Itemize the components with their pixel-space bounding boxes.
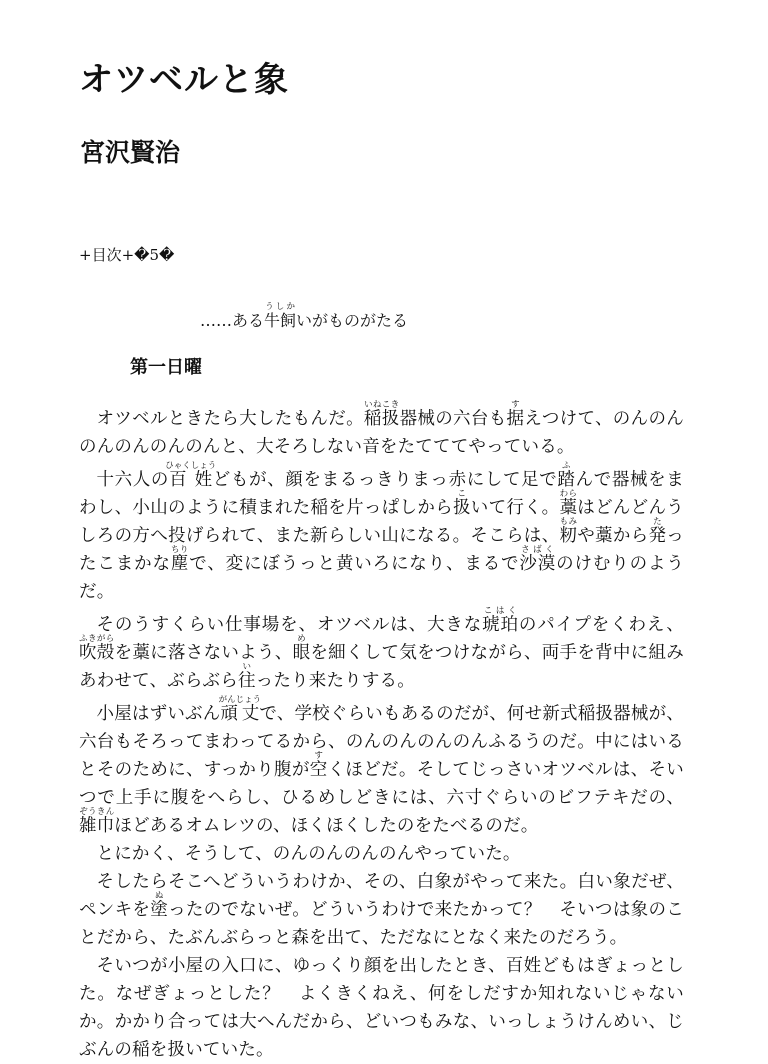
text-run: や藁から [577, 526, 649, 546]
text-run: 十六人の [96, 470, 170, 490]
ruby-annotated-word [506, 400, 525, 429]
ruby-base: 牛飼 [264, 311, 297, 330]
author-name: 宮沢賢治 [80, 138, 181, 167]
text-run: で、変にぼうっと黄いろになり、まるで [189, 554, 520, 574]
text-run: そいつが小屋の入口に、ゆっくり顔を出したとき、百姓どもはぎょっとした。なぜぎょっとした？ よくきくねえ、何をしだすか知れないじゃないか。かかり合っては大へんだから、どいつもみな、いっしょうけんめい、じぶんの稲を扱いていた。 [79, 956, 684, 1060]
chapter-heading: 第一日曜 [130, 357, 202, 378]
ruby-annotated-word [150, 891, 169, 920]
furigana-reading: ふきがら [79, 634, 115, 644]
ruby-base: 雑巾 [79, 816, 115, 836]
document-title: オツベルと象 [79, 60, 289, 100]
ruby-base: 塗 [150, 900, 169, 920]
text-run: のけむりのようだ。 [79, 554, 685, 602]
furigana-reading: こはく [482, 606, 519, 616]
paragraph [79, 840, 684, 868]
text-run: えつけて、のんのんのんのんのんのんと、大そろしない音をたてててやっている。 [79, 409, 684, 457]
ruby-base: 琥珀 [482, 615, 519, 635]
furigana-reading: ぞうきん [79, 807, 115, 817]
ruby-base: 据 [506, 409, 525, 429]
furigana-reading: た [648, 517, 667, 527]
ruby-annotated-word [165, 461, 217, 490]
text-run: とにかく、そうして、のんのんのんのんやっていた。 [96, 844, 521, 864]
ruby-base: 眼 [292, 643, 311, 663]
paragraph [79, 461, 684, 606]
furigana-reading: いねこき [363, 400, 400, 410]
text-run: ……ある [200, 311, 265, 330]
ruby-base: 頑丈 [218, 704, 262, 724]
ruby-base: 空 [309, 760, 328, 780]
ruby-annotated-word [292, 634, 311, 663]
furigana-reading: もみ [559, 517, 578, 527]
furigana-reading: ぬ [150, 891, 168, 901]
furigana-reading: さばく [519, 545, 556, 555]
ruby-base: 塵 [170, 554, 190, 574]
text-run: いて行く。 [470, 498, 560, 518]
ruby-base: 扱 [452, 498, 471, 518]
text-run: そのうすくらい仕事場を、オツベルは、大きな [96, 615, 483, 635]
text-run: のパイプをくわえ、 [518, 615, 685, 635]
furigana-reading: す [309, 751, 328, 761]
ruby-base: 籾 [559, 526, 578, 546]
furigana-reading: ふ [557, 461, 576, 471]
text-run: はどんどんうしろの方へ投げられて、また新らしい山になる。そこらは、 [79, 498, 685, 546]
text-run: で、学校ぐらいもあるのだが、何せ新式稲扱器械が、六台もそろってまわってるから、のんのんのんのんふるうのだ。中にはいるとそのために、すっかり腹が [79, 704, 684, 780]
paragraph [79, 606, 684, 695]
furigana-reading: ひゃくしょう [165, 461, 217, 471]
ruby-annotated-word [264, 302, 297, 330]
text-run: を藁に落さないよう、 [114, 643, 293, 663]
text-run: どもが、顔をまるっきりまっ赤にして足で [212, 470, 558, 490]
text-run: そしたらそこへどういうわけか、その、白象がやって来た。白い象だぜ、ペンキを [79, 872, 684, 920]
ruby-base: 発 [648, 526, 667, 546]
toc-link[interactable]: +目次+�5� [79, 246, 175, 264]
ruby-annotated-word [309, 751, 328, 780]
ruby-annotated-word [559, 489, 578, 518]
furigana-reading: め [292, 634, 311, 644]
furigana-reading: わら [559, 489, 578, 499]
ruby-base: 藁 [559, 498, 578, 518]
paragraph [79, 400, 684, 461]
ruby-annotated-word [559, 517, 578, 546]
text-run: ったのでないぜ。どういうわけで来たかって？ そいつは象のことだから、たぶんぶらっと森を出て、ただなにとなく来たのだろう。 [79, 900, 684, 948]
ruby-annotated-word [452, 489, 471, 518]
text-run: オツベルときたら大したもんだ。 [96, 409, 364, 429]
text-run: 器械の六台も [399, 409, 507, 429]
ruby-annotated-word [170, 545, 190, 574]
ruby-annotated-word [363, 400, 400, 429]
ruby-base: 稲扱 [363, 409, 400, 429]
ruby-base: 吹殻 [79, 643, 115, 663]
paragraph [79, 695, 684, 840]
text-run: ったこまかな [79, 526, 684, 574]
ruby-annotated-word [557, 461, 576, 490]
ruby-annotated-word [237, 662, 256, 691]
paragraph [79, 868, 684, 952]
ruby-base: 踏 [557, 470, 576, 490]
text-run: くほどだ。そしてじっさいオツベルは、そいつで上手に腹をへらし、ひるめしどきには、六寸ぐらいのビフテキだの、 [79, 760, 684, 808]
furigana-reading: こ [452, 489, 471, 499]
ruby-annotated-word [218, 695, 262, 724]
furigana-reading: い [237, 662, 256, 672]
furigana-reading: す [506, 400, 525, 410]
text-run: いがものがたる [296, 311, 409, 330]
ruby-annotated-word [648, 517, 667, 546]
ruby-annotated-word [482, 606, 519, 635]
epigraph [200, 302, 408, 332]
text-run: ったり来たりする。 [255, 671, 415, 691]
ruby-base: 沙漠 [519, 554, 557, 574]
furigana-reading: うしか [264, 302, 297, 312]
ruby-annotated-word [79, 807, 115, 836]
ruby-base: 往 [237, 671, 256, 691]
ruby-base: 百姓 [165, 470, 217, 490]
furigana-reading: がんじょう [218, 695, 262, 705]
text-run: 小屋はずいぶん [96, 704, 221, 724]
text-run: を細くして気をつけながら、両手を背中に組みあわせて、ぶらぶら [79, 643, 684, 691]
body-text [79, 400, 684, 1064]
text-run: ほどあるオムレツの、ほくほくしたのをたべるのだ。 [114, 816, 539, 836]
paragraph [79, 952, 684, 1064]
ruby-annotated-word [79, 634, 115, 663]
text-run: んで器械をまわし、小山のように積まれた稲を片っぱしから [79, 470, 684, 518]
ruby-annotated-word [519, 545, 557, 574]
furigana-reading: ちり [170, 545, 189, 555]
